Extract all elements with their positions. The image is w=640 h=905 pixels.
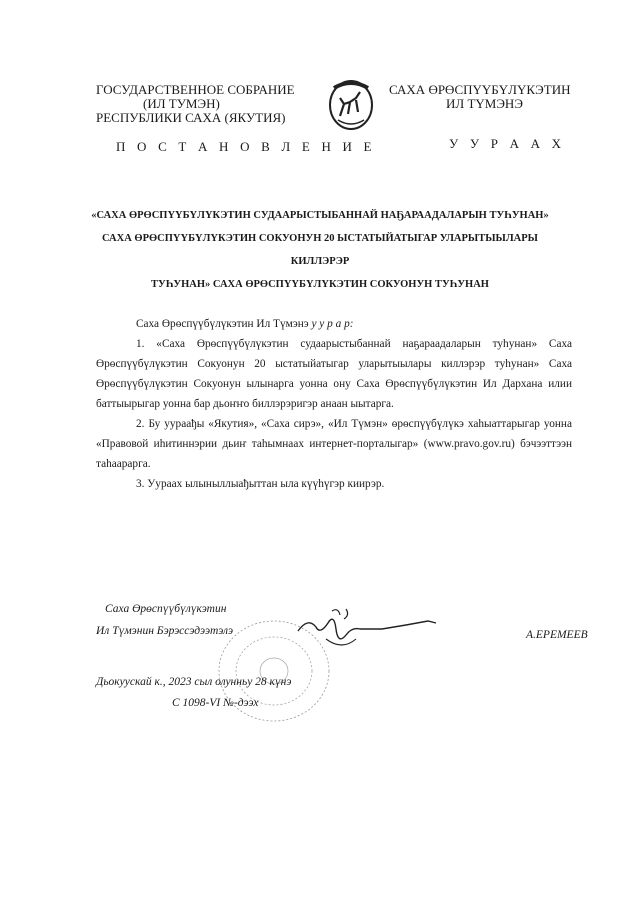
intro-text: Саха Өрөспүүбүлүкэтин Ил Түмэнэ [136,318,309,330]
intro-verb: у у р а р: [311,318,354,330]
title-line1: «САХА ӨРӨСПҮҮБҮЛҮКЭТИН СУДААРЫСТЫБАННАЙ НАҔАРААДАЛАРЫН ТУҺУНАН» [91,210,549,221]
title-line3: ТУҺУНАН» САХА ӨРӨСПҮҮБҮЛҮКЭТИН СОКУОНУН ТУҺУНАН [151,279,489,290]
intro-paragraph [96,314,572,334]
header-right-line1: САХА ӨРӨСПҮҮБҮЛҮКЭТИН [389,82,571,97]
signature-role-line2: Ил Түмэнин Бэрэссэдээтэлэ [96,625,234,637]
document-number: С 1098-VI №-дээх [172,697,259,709]
title-line2: САХА ӨРӨСПҮҮБҮЛҮКЭТИН СОКУОНУН 20 ЫСТАТЫЙАТЫГАР УЛАРЫТЫЫЛАРЫ КИЛЛЭРЭР [101,233,538,267]
signature-icon [286,605,446,655]
emblem-icon [326,76,376,134]
document-title [90,204,550,296]
document-body [96,314,572,494]
item-2: 2. Бу уураађы «Якутия», «Саха сирэ», «Ил Түмэн» өрөспүүбүлүкэ хаһыаттарыгар уонна «Правовой иһитиннэрии дьиҥ таһымнаах интернет-порталыгар» (www.pravo.gov.ru) бэчээттээн таһаарарга. [96,418,572,470]
header-left-line2: (ИЛ ТУМЭН) [143,96,220,111]
header-left-line1: ГОСУДАРСТВЕННОЕ СОБРАНИЕ [96,82,295,97]
item-3: 3. Уураах ылыныллыађыттан ыла күүһүгэр киирэр. [136,478,385,490]
doc-type-right: У У Р А А Х [449,136,566,151]
signatory-name: А.ЕРЕМЕЕВ [526,629,588,641]
signature-role-line1: Саха Өрөспүүбүлүкэтин [105,603,227,615]
header-right-line2: ИЛ ТҮМЭНЭ [446,96,523,111]
place-date: Дьокуускай к., 2023 сыл олунньу 28 күнэ [96,676,292,688]
doc-type-left: П О С Т А Н О В Л Е Н И Е [116,139,376,154]
header-left-line3: РЕСПУБЛИКИ САХА (ЯКУТИЯ) [96,110,286,125]
item-1: 1. «Саха Өрөспүүбүлүкэтин судаарыстыбаннай наҕараадаларын туһунан» Саха Өрөспүүбүлүкэтин Сокуонун 20 ыстатыйатыгар уларытыылары киллэрэр туһунан» Саха Өрөспүүбүлүкэтин Сокуонун ылынарга уонна ону Саха Өрөспүүбүлүкэтин Ил Дархана илии баттыырыгар уонна бар дьоҥҥо биллэрэригэр анаан ыытарга. [96,338,572,410]
